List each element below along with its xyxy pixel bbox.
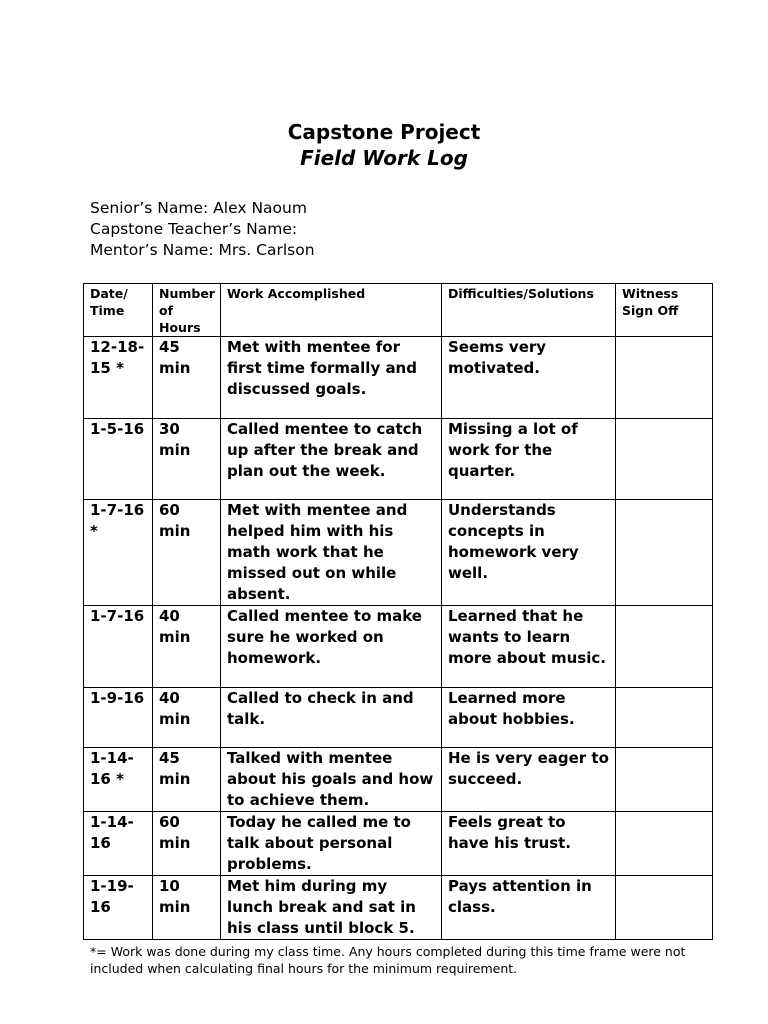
cell-date: 1-14-16 * [84, 748, 153, 812]
header-date-time: Date/ Time [84, 284, 153, 337]
header-witness: Witness Sign Off [616, 284, 713, 337]
cell-difficulties: Feels great to have his trust. [442, 812, 616, 876]
cell-date: 1-7-16 [84, 606, 153, 688]
cell-hours: 60 min [153, 500, 221, 606]
cell-work: Met with mentee for first time formally and discussed goals. [221, 337, 442, 419]
table-row [84, 876, 713, 940]
cell-hours: 45 min [153, 337, 221, 419]
cell-hours: 40 min [153, 606, 221, 688]
cell-difficulties: Learned that he wants to learn more about music. [442, 606, 616, 688]
document-title: Capstone Project [287, 120, 481, 144]
senior-name: Senior’s Name: Alex Naoum [90, 199, 307, 217]
teacher-name: Capstone Teacher’s Name: [90, 220, 298, 238]
document-subtitle: Field Work Log [300, 146, 468, 170]
cell-work: Today he called me to talk about personal problems. [221, 812, 442, 876]
cell-work: Called mentee to catch up after the break and plan out the week. [221, 419, 442, 500]
cell-work: Talked with mentee about his goals and how to achieve them. [221, 748, 442, 812]
cell-date: 1-14-16 [84, 812, 153, 876]
cell-witness [616, 812, 713, 876]
cell-witness [616, 337, 713, 419]
table-row [84, 606, 713, 688]
cell-difficulties: Learned more about hobbies. [442, 688, 616, 748]
cell-work: Met him during my lunch break and sat in his class until block 5. [221, 876, 442, 940]
header-hours: Number of Hours [153, 284, 221, 337]
cell-witness [616, 688, 713, 748]
table-header-row [84, 284, 713, 337]
cell-witness [616, 606, 713, 688]
cell-date: 1-19-16 [84, 876, 153, 940]
header-difficulties: Difficulties/Solutions [442, 284, 616, 337]
cell-hours: 40 min [153, 688, 221, 748]
header-work: Work Accomplished [221, 284, 442, 337]
table-row [84, 812, 713, 876]
cell-work: Called mentee to make sure he worked on homework. [221, 606, 442, 688]
table-row [84, 337, 713, 419]
cell-hours: 45 min [153, 748, 221, 812]
cell-hours: 60 min [153, 812, 221, 876]
cell-date: 1-9-16 [84, 688, 153, 748]
cell-difficulties: Understands concepts in homework very well. [442, 500, 616, 606]
cell-difficulties: Pays attention in class. [442, 876, 616, 940]
cell-difficulties: Seems very motivated. [442, 337, 616, 419]
cell-work: Met with mentee and helped him with his math work that he missed out on while absent. [221, 500, 442, 606]
table-row [84, 419, 713, 500]
cell-hours: 10 min [153, 876, 221, 940]
table-row [84, 748, 713, 812]
cell-work: Called to check in and talk. [221, 688, 442, 748]
footnote: *= Work was done during my class time. Any hours completed during this time frame were not included when calculating final hours for the minimum requirement. [90, 944, 686, 976]
cell-date: 1-7-16 * [84, 500, 153, 606]
cell-difficulties: He is very eager to succeed. [442, 748, 616, 812]
cell-hours: 30 min [153, 419, 221, 500]
cell-witness [616, 419, 713, 500]
mentor-name: Mentor’s Name: Mrs. Carlson [90, 241, 315, 259]
cell-date: 12-18-15 * [84, 337, 153, 419]
table-row [84, 688, 713, 748]
cell-date: 1-5-16 [84, 419, 153, 500]
field-work-log-table [83, 283, 713, 940]
cell-witness [616, 500, 713, 606]
info-block [90, 198, 315, 261]
cell-witness [616, 876, 713, 940]
cell-witness [616, 748, 713, 812]
table-row [84, 500, 713, 606]
cell-difficulties: Missing a lot of work for the quarter. [442, 419, 616, 500]
